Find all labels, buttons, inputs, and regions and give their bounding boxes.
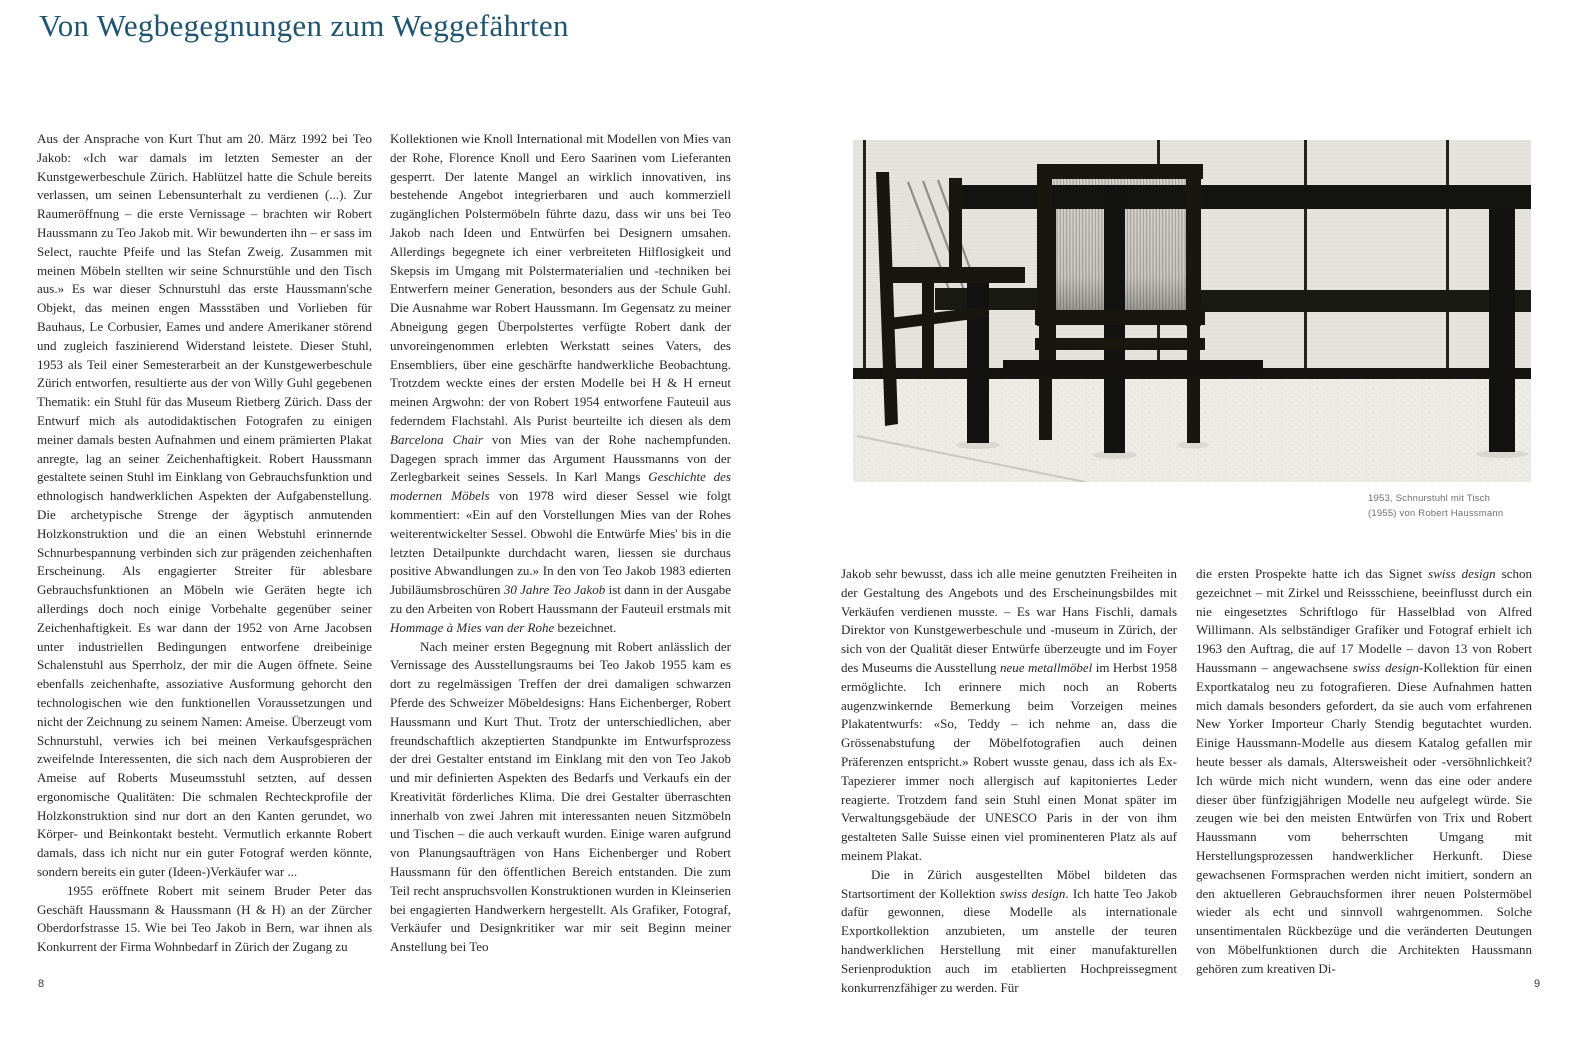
left-page-column-1: Aus der Ansprache von Kurt Thut am 20. März 1992 bei Teo Jakob: «Ich war damals im letzten Semester an der Kunstgewerbeschule Zürich. Hablützel hatte die Schule bereits verlassen, um seinen Lebensunterhalt zu verdienen (...). Zur Raumeröffnung – die erste Vernissage – brachten wir Robert Haussmann zu Teo Jakob mit. Wir bewunderten ihn – er sass im Select, rauchte Pfeife und las Stefan Zweig. Zusammen mit meinen Möbeln stellten wir seine Schnurstühle und den Tisch aus.» Es war dieser Schnurstuhl das erste Haussmann'sche Objekt, das meinen engen Massstäben und Vorlieben für Bauhaus, Le Corbusier, Eames und andere Amerikaner störend und zugleich faszinierend Widerstand leistete. Dieser Stuhl, 1953 als Teil einer Semesterarbeit an der Kunstgewerbeschule Zürich entworfen, resultierte aus der von Willy Guhl gegebenen Thematik: ein Stuhl für das Museum Rietberg Zürich. Dass der Entwurf mich als autodidaktischen Fotografen zu einigen meiner damals besten Aufnahmen und einem prämierten Plakat anregte, lag an seiner Zeichenhaftigkeit. Robert Haussmann gestaltete seinen Stuhl im Einklang von Gebrauchsfunktion und ethnologisch handwerklichen Aspekten der Aufgabenstellung. Die archetypische Strenge der ägyptisch anmutenden Holzkonstruktion und die an einen Webstuhl erinnernde Schnurbespannung verbinden sich zur prägenden zeichenhaften Erscheinung. Als engagierter Streiter für ablesbare Gebrauchsfunktionen an Möbeln wie Geräten hegte ich allerdings doch noch einige Vorbehalte gegenüber seiner Zeichenhaftigkeit. Es war dann der 1952 von Arne Jacobsen unter industriellen Bedingungen entworfene dreibeinige Schalenstuhl aus Sperrholz, der mir die Augen öffnete. Seine ebenfalls zeichenhafte, assoziative Ausformung gehorcht den technologischen wie den funktionellen Voraussetzungen und nicht der Zeichnung zu seinem Namen: Ameise. Überzeugt vom Schnurstuhl, verwies ich bei meinen Verkaufsgesprächen zweifelnde Interessenten, die sich nach dem Ausprobieren der Ameise auf Roberts Museumsstuhl setzten, auf dessen ergonomische Qualitäten: Die schmalen Rechteckprofile der Holzkonstruktion sind nur dort an den Kanten gerundet, wo Körper- und Beinkontakt besteht. Vermutlich erkannte Robert damals, dass ich nicht nur ein guter Fotograf werden könnte, sondern bereits ein guter (Ideen-)Verkäufer war ... 1955 eröffnete Robert mit seinem Bruder Peter das Geschäft Haussmann & Haussmann (H & H) an der Zürcher Oberdorfstrasse 15. Wie bei Teo Jakob in Bern, war ihnen als Konkurrent der Firma Wohnbedarf in Zürich der Zugang zu [37,131,372,955]
right-page-column-2: die ersten Prospekte hatte ich das Signet swiss design schon gezeichnet – mit Zirkel und Reissschiene, beeinflusst durch ein nie eingesetztes Schriftlogo für Hasselblad von Alfred Willimann. Als selbständiger Grafiker und Fotograf erhielt ich 1963 den Auftrag, die auf 17 Modelle – davon 13 von Robert Haussmann – angewachsene swiss design-Kollektion für einen Exportkatalog neu zu fotografieren. Diese Aufnahmen hatten mich damals besonders gefordert, da sie auch vom erfahrenen New Yorker Importeur Charly Stendig begutachtet wurden. Einige Haussmann-Modelle aus diesem Katalog gefallen mir heute besser als damals, Altersweisheit oder -versöhnlichkeit? Ich würde mich nicht wundern, wenn das eine oder andere dieser über fünfzigjährigen Modelle neu aufgelegt würde. Sie zeugen wie bei den meisten Entwürfen von Trix und Robert Haussmann vom beherrschten Umgang mit Herstellungsprozessen handwerklicher Herkunft. Diese gewachsenen Formsprachen werden nicht imitiert, sondern an den aktuelleren Gebrauchsformen ihrer neuen Polstermöbel wieder als echt und sinnvoll wahrgenommen. Solche unsentimentalen Rückbezüge und die veränderten Deutungen von Möbelfunktionen durch die Architekten Haussmann gehören zum kreativen Di- [1196,566,1532,976]
photo-caption [1368,492,1503,521]
photo-schnurstuhl-mit-tisch [853,140,1531,482]
photo-caption-line-1: 1953, Schnurstuhl mit Tisch [1368,493,1491,504]
photo-illustration [853,140,1531,482]
left-page-column-2: Kollektionen wie Knoll International mit Modellen von Mies van der Rohe, Florence Knoll und Eero Saarinen vom Lieferanten gesperrt. Der latente Mangel an wirklich innovativen, ins bestehende Angebot integrierbaren und auch kommerziell zugänglichen Polstermöbeln führte dazu, dass wir uns bei Teo Jakob nach Ideen und Entwürfen bei Designern umsahen. Allerdings begegnete ich einer verbreiteten Hilflosigkeit und Skepsis im Umgang mit Polstermaterialien und -techniken bei Entwerfern meiner Generation, besonders aus der Schule Guhl. Die Ausnahme war Robert Haussmann. Im Gegensatz zu meiner Abneigung gegen Überpolstertes verfügte Robert dank der unvoreingenommen erlebten Werkstatt seines Vaters, des Ensembliers, über eine geschärfte handwerkliche Beobachtung. Trotzdem weckte eines der ersten Modelle bei H & H erneut meinen Argwohn: der von Robert 1954 entworfene Fauteuil aus federndem Flachstahl. Als Purist beurteilte ich diesen als dem Barcelona Chair von Mies van der Rohe nachempfunden. Dagegen sprach immer das Argument Haussmanns von der Zerlegbarkeit seines Sessels. In Karl Mangs Geschichte des modernen Möbels von 1978 wird dieser Sessel wie folgt kommentiert: «Ein auf den Vorstellungen Mies van der Rohes weiterentwickelter Sessel. Obwohl die Entwürfe Mies' bis in die letzten Detailpunkte durchdacht waren, liessen sie durchaus positive Abwandlungen zu.» In den von Teo Jakob 1983 edierten Jubiläumsbroschüren 30 Jahre Teo Jakob ist dann in der Ausgabe zu den Arbeiten von Robert Haussmann der Fauteuil erstmals mit Hommage à Mies van der Rohe bezeichnet. Nach meiner ersten Begegnung mit Robert anlässlich der Vernissage des Ausstellungsraums bei Teo Jakob 1955 kam es dort zu regelmässigen Treffen der drei damaligen schwarzen Pferde des Schweizer Möbeldesigns: Hans Eichenberger, Robert Haussmann und Kurt Thut. Trotz der unterschiedlichen, aber freundschaftlich akzeptierten Standpunkte im Entwurfsprozess der drei Gestalter entstand im Einklang mit den von Teo Jakob und mir definierten Aspekten des Bedarfs und Verkaufs ein der Kreativität förderliches Klima. Die drei Gestalter überraschten innerhalb von zwei Jahren mit interessanten neuen Sitzmöbeln und Tischen – die auch verkauft wurden. Einige waren aufgrund von Planungsaufträgen von Hans Eichenberger und Robert Haussmann für den öffentlichen Bereich entstanden. Die zum Teil recht anspruchsvollen Konstruktionen wurden in Kleinserien bei engagierten Handwerkern hergestellt. Als Grafiker, Fotograf, Verkäufer und Designkritiker war mir seit Beginn meiner Anstellung bei Teo [390,131,731,955]
page-number-left: 8 [38,978,45,990]
page-title: Von Wegbegegnungen zum Weggefährten [39,8,569,43]
page-number-right: 9 [1534,978,1541,990]
photo-caption-line-2: (1955) von Robert Haussmann [1368,507,1504,519]
right-page-column-1: Jakob sehr bewusst, dass ich alle meine genutzten Freiheiten in der Gestaltung des Angebots und des Erscheinungsbildes mit Verkäufen verdienen musste. – Es war Hans Fischli, damals Direktor von Kunstgewerbeschule und -museum in Zürich, der sich von der Qualität dieser Entwürfe überzeugte und im Foyer des Museums die Ausstellung neue metallmöbel im Herbst 1958 ermöglichte. Ich erinnere mich noch an Roberts augenzwinkernde Bemerkung beim Vorzeigen meines Plakatentwurfs: «So, Teddy – ich nehme an, dass die Grössenabstufung der Möbelfotografien auch deinen Präferenzen entspricht.» Robert wusste genau, dass ich als Ex-Tapezierer immer noch allergisch auf kapitoniertes Leder reagierte. Trotzdem fand sein Stuhl einen Monat später im Verwaltungsgebäude der UNESCO Paris in der von ihm gestalteten Salle Suisse einen viel prominenteren Platz als auf meinem Plakat. Die in Zürich ausgestellten Möbel bildeten das Startsortiment der Kollektion swiss design. Ich hatte Teo Jakob dafür gewonnen, diese Modelle als internationale Exportkollektion anzubieten, um anstelle der teuren handwerklichen Herstellung mit einer manufakturellen Serienproduktion auch im etablierten Hochpreissegment konkurrenzfähiger zu werden. Für [841,566,1178,995]
